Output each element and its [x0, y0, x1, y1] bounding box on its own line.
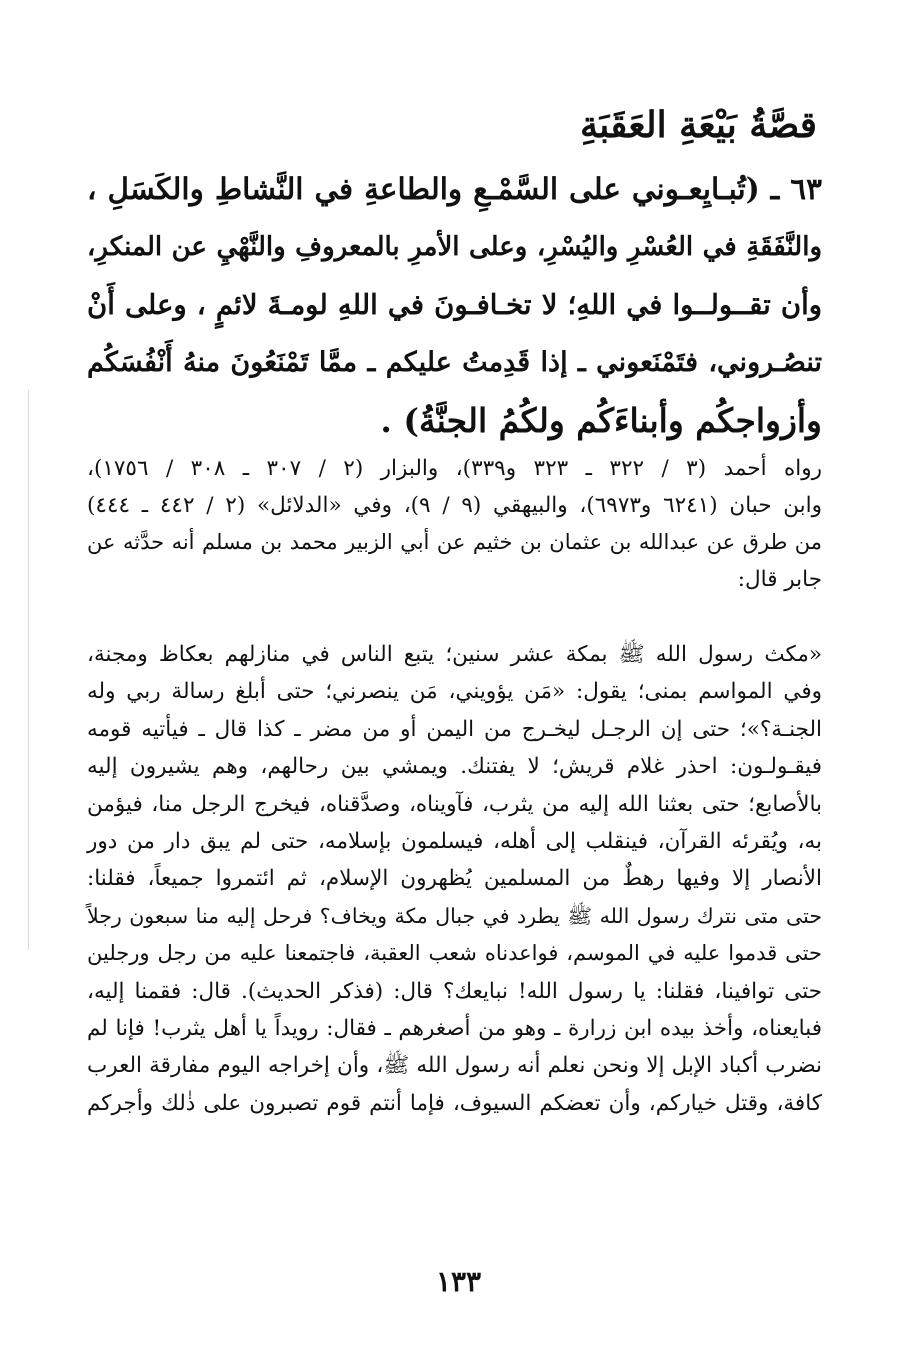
page-number: ١٣٣	[435, 1265, 482, 1298]
narration-line: نضرب أكباد الإبل إلا ونحن نعلم أنه رسول الله ﷺ، وأن إخراجه اليوم مفارقة العرب	[87, 1053, 822, 1079]
narration-line: «مكث رسول الله ﷺ بمكة عشر سنين؛ يتبع الناس في منازلهم بعكاظ ومجنة،	[87, 642, 822, 667]
narration-line: فبايعناه، وأخذ بيده ابن زرارة ـ وهو من أصغرهم ـ فقال: رويداً يا أهل يثرب! فإنا لم	[87, 1016, 822, 1042]
narration-line: فيقـولـون: احذر غلام قريش؛ لا يفتنك. ويمشي بين رحالهم، وهم يشيرون إليه	[87, 754, 822, 780]
narration-line: الجنـة؟»؛ حتى إن الرجـل ليخـرج من اليمن أو من مضر ـ كذا قال ـ فيأتيه قومه	[87, 716, 822, 742]
narration-line: حتى توافينا، فقلنا: يا رسول الله! نبايعك؟ قال: (فذكر الحديث). قال: فقمنا إليه،	[87, 978, 822, 1004]
narration-line: كافة، وقتل خياركم، وأن تعضكم السيوف، فإما أنتم قوم تصبرون على ذٰلك وأجركم	[87, 1090, 822, 1116]
takhrij-line: رواه أحمد (٣ / ٣٢٢ ـ ٣٢٣ و٣٣٩)، والبزار (٢ / ٣٠٧ ـ ٣٠٨ / ١٧٥٦)،	[87, 456, 822, 481]
scan-margin-line	[28, 390, 29, 950]
takhrij-line: جابر قال:	[737, 567, 822, 592]
hadith-line: ٦٣ ـ (تُبـايِعـوني على السَّمْـعِ والطاعةِ في النَّشاطِ والكَسَلِ ،	[87, 171, 822, 206]
narration-line: حتى متى نترك رسول الله ﷺ يطرد في جبال مكة ويخاف؟ فرحل إليه منا سبعون رجلاً	[87, 903, 822, 928]
takhrij-paragraph	[87, 450, 822, 598]
hadith-line: وأن تقــولــوا في اللهِ؛ لا تخـافـونَ في اللهِ لومـةَ لائمٍ ، وعلى أَنْ	[87, 289, 822, 321]
narration-line: الأنصار إلا وفيها رهطٌ من المسلمين يُظهرون الإسلام، ثم ائتمروا جميعاً، فقلنا:	[87, 866, 822, 892]
hadith-text	[87, 160, 822, 450]
takhrij-line: من طرق عن عبدالله بن عثمان بن خثيم عن أبي الزبير محمد بن مسلم أنه حدَّثه عن	[87, 530, 822, 554]
narration-line: وفي المواسم بمنى؛ يقول: «مَن يؤويني، مَن ينصرني؛ حتى أبلغ رسالة ربي وله	[87, 679, 822, 705]
hadith-line: وأزواجكُم وأبناءَكُم ولكُمُ الجنَّةُ) .	[380, 401, 822, 440]
takhrij-line: وابن حبان (٦٢٤١ و٦٩٧٣)، والبيهقي (٩ / ٩)، وفي «الدلائل» (٢ / ٤٤٢ ـ ٤٤٤)	[87, 493, 822, 518]
narration-line: به، ويُقرئه القرآن، فينقلب إلى أهله، فيسلمون بإسلامه، حتى لم يبق دار من دور	[87, 829, 822, 855]
narration-line: حتى قدموا عليه في الموسم، فواعدناه شعب العقبة، فاجتمعنا عليه من رجل ورجلين	[87, 941, 822, 966]
section-title: قصَّةُ بَيْعَةِ العَقَبَةِ	[579, 104, 817, 146]
hadith-line: والنَّفَقَةِ في العُسْرِ واليُسْرِ، وعلى الأمرِ بالمعروفِ والنَّهْيِ عن المنكرِ،	[87, 232, 822, 262]
hadith-line: تنصُـروني، فتَمْنَعوني ـ إذا قَدِمتُ عليكم ـ ممَّا تَمْنَعُونَ منهُ أَنْفُسَكُم	[87, 347, 822, 378]
narration-line: بالأصابع؛ حتى بعثنا الله إليه من يثرب، فآويناه، وصدَّقناه، فيخرج الرجل منا، فيؤمن	[87, 791, 822, 817]
narration-paragraph	[87, 636, 822, 1122]
